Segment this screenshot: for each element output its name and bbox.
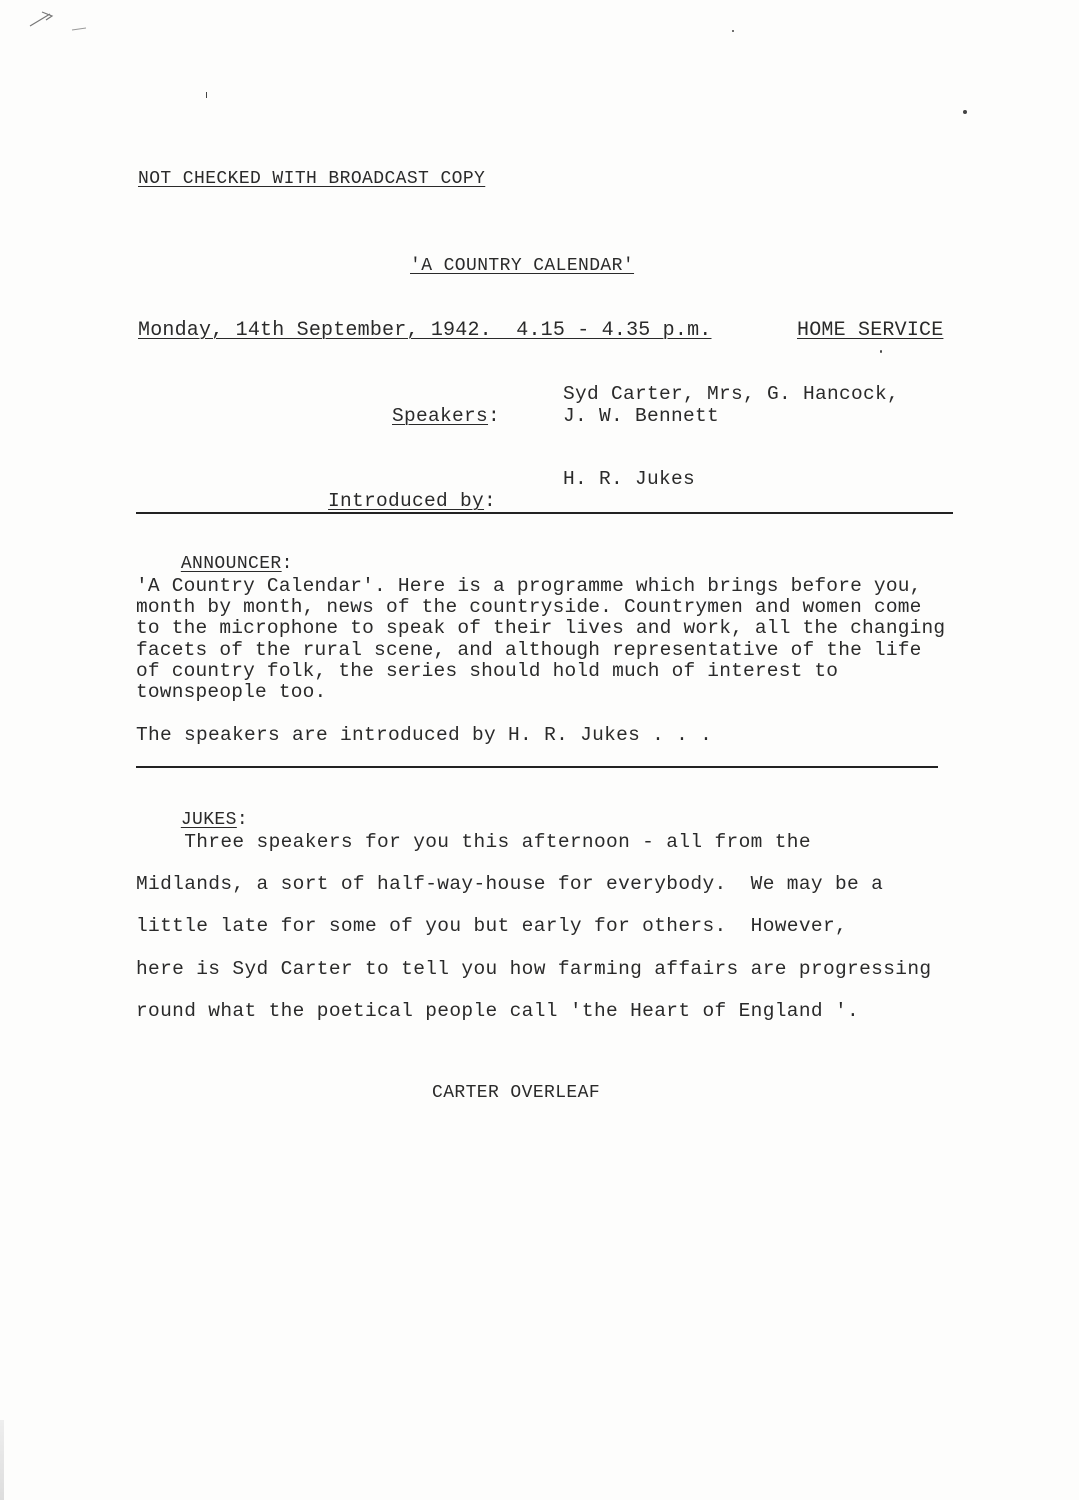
speech-line: here is Syd Carter to tell you how farming affairs are progressing <box>136 958 932 980</box>
broadcast-service: HOME SERVICE <box>797 319 944 342</box>
scan-edge-shadow <box>0 1420 4 1500</box>
announcer-colon: : <box>281 554 293 574</box>
ink-speck <box>732 30 734 32</box>
speech-line: Midlands, a sort of half-way-house for everybody. We may be a <box>136 873 884 895</box>
speech-line: round what the poetical people call 'the Heart of England '. <box>136 1000 860 1022</box>
introducer-name: H. R. Jukes <box>563 468 696 490</box>
programme-title: 'A COUNTRY CALENDAR' <box>410 256 635 276</box>
speakers-label: Speakers <box>392 405 489 427</box>
announcer-label: ANNOUNCER <box>180 554 282 574</box>
speech-line: Three speakers for you this afternoon - all from the <box>136 831 811 853</box>
section-divider <box>136 512 953 514</box>
announcer-paragraph: 'A Country Calendar'. Here is a programme which brings before you, month by month, news of the countryside. Countrymen and women come to the microphone to speak of their lives and work, all the changing facets of the rural scene, and although representative of the life of country folk, the series should hold much of interest to townspeople too. <box>136 575 946 704</box>
ink-speck <box>206 92 207 98</box>
introduced-label: Introduced by <box>328 490 485 512</box>
jukes-colon: : <box>236 810 249 830</box>
section-divider <box>136 766 938 768</box>
status-note: NOT CHECKED WITH BROADCAST COPY <box>138 169 486 189</box>
ink-speck <box>963 110 967 114</box>
continuation-note: CARTER OVERLEAF <box>432 1083 601 1103</box>
speakers-line-1: Syd Carter, Mrs, G. Hancock, <box>563 383 900 405</box>
speech-line: little late for some of you but early for others. However, <box>136 915 848 937</box>
broadcast-date: Monday, 14th September, 1942. 4.15 - 4.35 p.m. <box>138 319 712 342</box>
ink-speck <box>880 350 882 353</box>
speakers-label-group <box>344 383 500 449</box>
introduced-colon: : <box>484 490 497 512</box>
speakers-line-2: J. W. Bennett <box>563 405 720 427</box>
speakers-colon: : <box>488 405 501 427</box>
introduced-label-group <box>280 468 496 534</box>
pen-mark-icon <box>28 4 88 34</box>
jukes-label: JUKES <box>180 810 237 830</box>
announcer-intro-line: The speakers are introduced by H. R. Jukes . . . <box>136 724 713 746</box>
